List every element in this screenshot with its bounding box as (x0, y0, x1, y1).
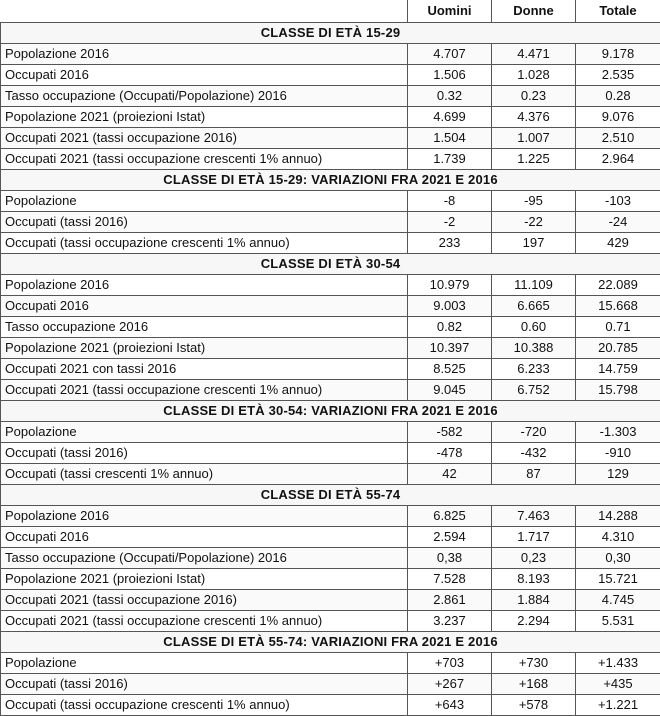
table-row (1, 380, 660, 401)
cell-totale: +1.433 (576, 653, 660, 674)
cell-donne: 1.028 (492, 65, 576, 86)
cell-donne: 0.60 (492, 317, 576, 338)
cell-uomini: 233 (408, 233, 492, 254)
cell-donne: -95 (492, 191, 576, 212)
section-header-row (1, 23, 660, 44)
cell-totale: -103 (576, 191, 660, 212)
row-label: Popolazione 2021 (proiezioni Istat) (1, 569, 408, 590)
table-row (1, 296, 660, 317)
cell-donne: 11.109 (492, 275, 576, 296)
cell-donne: 1.884 (492, 590, 576, 611)
table-row (1, 422, 660, 443)
header-blank-cell (1, 0, 408, 23)
table-row (1, 569, 660, 590)
table-row (1, 464, 660, 485)
table-row (1, 233, 660, 254)
cell-uomini: 0.82 (408, 317, 492, 338)
cell-donne: 4.376 (492, 107, 576, 128)
cell-donne: +730 (492, 653, 576, 674)
cell-donne: 8.193 (492, 569, 576, 590)
cell-totale: +435 (576, 674, 660, 695)
row-label: Occupati 2016 (1, 296, 408, 317)
cell-uomini: 9.003 (408, 296, 492, 317)
cell-totale: 2.535 (576, 65, 660, 86)
row-label: Popolazione 2021 (proiezioni Istat) (1, 338, 408, 359)
row-label: Popolazione 2016 (1, 506, 408, 527)
row-label: Popolazione (1, 191, 408, 212)
cell-uomini: 42 (408, 464, 492, 485)
cell-totale: 429 (576, 233, 660, 254)
header-row (1, 0, 660, 23)
cell-uomini: 2.861 (408, 590, 492, 611)
cell-donne: 1.007 (492, 128, 576, 149)
table-row (1, 275, 660, 296)
table-row (1, 149, 660, 170)
column-header-donne: Donne (492, 0, 576, 23)
cell-uomini: 8.525 (408, 359, 492, 380)
table-row (1, 695, 660, 716)
row-label: Occupati 2021 (tassi occupazione 2016) (1, 590, 408, 611)
row-label: Occupati 2021 (tassi occupazione 2016) (1, 128, 408, 149)
cell-uomini: +267 (408, 674, 492, 695)
row-label: Tasso occupazione (Occupati/Popolazione) 2016 (1, 548, 408, 569)
row-label: Occupati (tassi occupazione crescenti 1% annuo) (1, 695, 408, 716)
table-row (1, 128, 660, 149)
row-label: Occupati 2021 (tassi occupazione crescenti 1% annuo) (1, 611, 408, 632)
row-label: Occupati 2021 (tassi occupazione crescenti 1% annuo) (1, 380, 408, 401)
column-header-totale: Totale (576, 0, 660, 23)
section-header-row (1, 485, 660, 506)
table-row (1, 653, 660, 674)
cell-uomini: 10.397 (408, 338, 492, 359)
section-header-row (1, 401, 660, 422)
row-label: Occupati 2016 (1, 65, 408, 86)
cell-totale: 9.076 (576, 107, 660, 128)
cell-totale: 15.798 (576, 380, 660, 401)
cell-donne: +578 (492, 695, 576, 716)
table-row (1, 338, 660, 359)
cell-totale: 0.28 (576, 86, 660, 107)
cell-totale: 14.288 (576, 506, 660, 527)
cell-totale: 0.71 (576, 317, 660, 338)
table-row (1, 527, 660, 548)
table-row (1, 506, 660, 527)
cell-totale: 2.510 (576, 128, 660, 149)
cell-totale: 5.531 (576, 611, 660, 632)
cell-uomini: 3.237 (408, 611, 492, 632)
section-title: CLASSE DI ETÀ 55-74: VARIAZIONI FRA 2021 E 2016 (1, 632, 660, 653)
cell-donne: 6.665 (492, 296, 576, 317)
cell-donne: 0,23 (492, 548, 576, 569)
cell-uomini: 10.979 (408, 275, 492, 296)
cell-donne: +168 (492, 674, 576, 695)
cell-totale: 0,30 (576, 548, 660, 569)
cell-uomini: 1.504 (408, 128, 492, 149)
row-label: Occupati (tassi crescenti 1% annuo) (1, 464, 408, 485)
row-label: Popolazione (1, 653, 408, 674)
row-label: Occupati 2016 (1, 527, 408, 548)
cell-uomini: 2.594 (408, 527, 492, 548)
table-row (1, 590, 660, 611)
cell-donne: 7.463 (492, 506, 576, 527)
row-label: Popolazione 2021 (proiezioni Istat) (1, 107, 408, 128)
cell-donne: 2.294 (492, 611, 576, 632)
cell-uomini: 0,38 (408, 548, 492, 569)
cell-totale: 9.178 (576, 44, 660, 65)
cell-donne: 4.471 (492, 44, 576, 65)
cell-uomini: 9.045 (408, 380, 492, 401)
table-row (1, 359, 660, 380)
cell-uomini: 0.32 (408, 86, 492, 107)
table-row (1, 86, 660, 107)
cell-totale: 15.721 (576, 569, 660, 590)
table-row (1, 548, 660, 569)
cell-totale: 14.759 (576, 359, 660, 380)
cell-totale: 20.785 (576, 338, 660, 359)
row-label: Occupati 2021 (tassi occupazione crescenti 1% annuo) (1, 149, 408, 170)
table-row (1, 65, 660, 86)
row-label: Popolazione (1, 422, 408, 443)
column-header-uomini: Uomini (408, 0, 492, 23)
cell-totale: 2.964 (576, 149, 660, 170)
section-header-row (1, 632, 660, 653)
table-row (1, 212, 660, 233)
section-title: CLASSE DI ETÀ 15-29 (1, 23, 660, 44)
cell-donne: 6.752 (492, 380, 576, 401)
table-row (1, 317, 660, 338)
row-label: Tasso occupazione (Occupati/Popolazione) 2016 (1, 86, 408, 107)
row-label: Popolazione 2016 (1, 44, 408, 65)
cell-uomini: 1.739 (408, 149, 492, 170)
row-label: Occupati (tassi 2016) (1, 674, 408, 695)
cell-totale: 129 (576, 464, 660, 485)
cell-donne: 87 (492, 464, 576, 485)
cell-uomini: +703 (408, 653, 492, 674)
section-title: CLASSE DI ETÀ 30-54: VARIAZIONI FRA 2021 E 2016 (1, 401, 660, 422)
cell-donne: -22 (492, 212, 576, 233)
table-row (1, 674, 660, 695)
section-title: CLASSE DI ETÀ 55-74 (1, 485, 660, 506)
cell-uomini: -8 (408, 191, 492, 212)
table-row (1, 44, 660, 65)
cell-uomini: -2 (408, 212, 492, 233)
cell-uomini: 4.699 (408, 107, 492, 128)
cell-totale: 4.745 (576, 590, 660, 611)
cell-donne: 1.717 (492, 527, 576, 548)
row-label: Occupati 2021 con tassi 2016 (1, 359, 408, 380)
cell-uomini: 4.707 (408, 44, 492, 65)
table-body (1, 23, 660, 716)
cell-uomini: -582 (408, 422, 492, 443)
cell-totale: -24 (576, 212, 660, 233)
section-title: CLASSE DI ETÀ 30-54 (1, 254, 660, 275)
cell-uomini: 1.506 (408, 65, 492, 86)
cell-totale: -1.303 (576, 422, 660, 443)
table-row (1, 443, 660, 464)
cell-totale: 15.668 (576, 296, 660, 317)
section-header-row (1, 254, 660, 275)
cell-donne: 6.233 (492, 359, 576, 380)
cell-uomini: 7.528 (408, 569, 492, 590)
row-label: Tasso occupazione 2016 (1, 317, 408, 338)
row-label: Occupati (tassi occupazione crescenti 1% annuo) (1, 233, 408, 254)
cell-totale: 22.089 (576, 275, 660, 296)
cell-totale: +1.221 (576, 695, 660, 716)
row-label: Popolazione 2016 (1, 275, 408, 296)
cell-donne: -432 (492, 443, 576, 464)
cell-uomini: 6.825 (408, 506, 492, 527)
cell-uomini: +643 (408, 695, 492, 716)
cell-uomini: -478 (408, 443, 492, 464)
section-title: CLASSE DI ETÀ 15-29: VARIAZIONI FRA 2021 E 2016 (1, 170, 660, 191)
cell-donne: 197 (492, 233, 576, 254)
cell-donne: 0.23 (492, 86, 576, 107)
cell-donne: -720 (492, 422, 576, 443)
table-row (1, 611, 660, 632)
row-label: Occupati (tassi 2016) (1, 443, 408, 464)
section-header-row (1, 170, 660, 191)
cell-totale: -910 (576, 443, 660, 464)
cell-donne: 1.225 (492, 149, 576, 170)
table-row (1, 191, 660, 212)
table-row (1, 107, 660, 128)
row-label: Occupati (tassi 2016) (1, 212, 408, 233)
cell-donne: 10.388 (492, 338, 576, 359)
cell-totale: 4.310 (576, 527, 660, 548)
